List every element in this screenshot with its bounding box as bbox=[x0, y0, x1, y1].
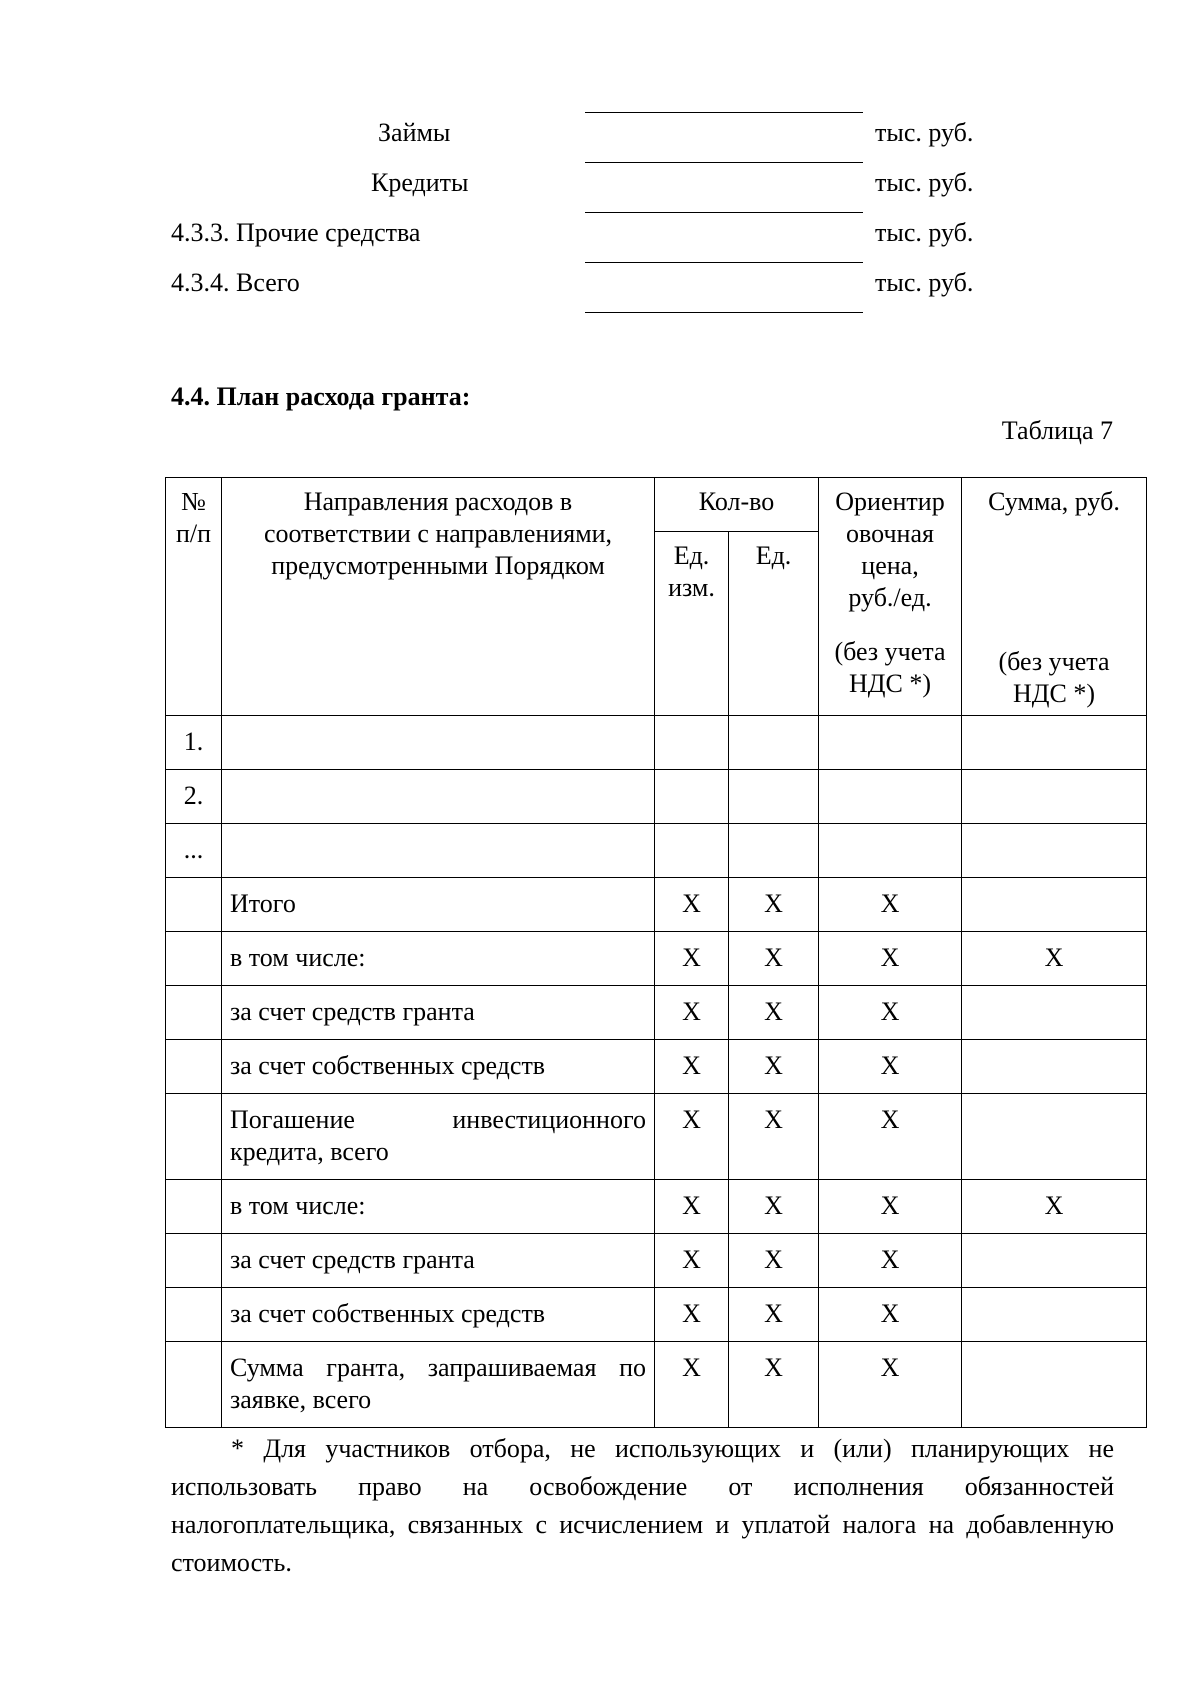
table-row bbox=[166, 1234, 1147, 1288]
cell-unit-b: X bbox=[729, 932, 819, 986]
cell-num bbox=[166, 1234, 222, 1288]
cell-price: X bbox=[819, 1094, 962, 1180]
cell-unit-a: X bbox=[655, 1342, 729, 1428]
cell-price: X bbox=[819, 1288, 962, 1342]
cell-price: X bbox=[819, 986, 962, 1040]
table-row bbox=[166, 932, 1147, 986]
cell-unit-b[interactable] bbox=[729, 824, 819, 878]
cell-price: X bbox=[819, 1040, 962, 1094]
table-row-total bbox=[166, 878, 1147, 932]
cell-unit-b: X bbox=[729, 1234, 819, 1288]
cell-price: X bbox=[819, 1342, 962, 1428]
header-price: Ориентир овочная цена, руб./ед. (без учета НДС *) bbox=[819, 478, 962, 716]
cell-unit-a[interactable] bbox=[655, 824, 729, 878]
financing-unit: тыс. руб. bbox=[875, 268, 974, 297]
table-row bbox=[166, 1180, 1147, 1234]
cell-direction[interactable] bbox=[222, 716, 655, 770]
cell-price[interactable] bbox=[819, 770, 962, 824]
cell-label: Итого bbox=[222, 878, 655, 932]
cell-sum[interactable] bbox=[962, 770, 1147, 824]
section-title: 4.4. План расхода гранта: bbox=[171, 382, 471, 411]
financing-label: Кредиты bbox=[371, 168, 469, 197]
cell-label: Сумма гранта, запрашиваемая по заявке, всего bbox=[222, 1342, 655, 1428]
grant-expense-table bbox=[165, 477, 1147, 1428]
table-row bbox=[166, 824, 1147, 878]
cell-num bbox=[166, 932, 222, 986]
cell-label: за счет средств гранта bbox=[222, 986, 655, 1040]
cell-unit-a: X bbox=[655, 1040, 729, 1094]
cell-unit-b: X bbox=[729, 1040, 819, 1094]
financing-row-total bbox=[0, 260, 1200, 306]
table-caption: Таблица 7 bbox=[1001, 416, 1113, 445]
header-num: № п/п bbox=[166, 478, 222, 716]
financing-label: 4.3.4. Всего bbox=[171, 268, 300, 297]
cell-num bbox=[166, 1094, 222, 1180]
cell-price[interactable] bbox=[819, 824, 962, 878]
cell-price[interactable] bbox=[819, 716, 962, 770]
cell-unit-b: X bbox=[729, 986, 819, 1040]
table-row bbox=[166, 1094, 1147, 1180]
cell-unit-a: X bbox=[655, 1234, 729, 1288]
cell-sum[interactable] bbox=[962, 1288, 1147, 1342]
cell-sum[interactable] bbox=[962, 1094, 1147, 1180]
financing-row-other bbox=[0, 210, 1200, 256]
header-unit-b: Ед. bbox=[729, 532, 819, 716]
cell-price: X bbox=[819, 932, 962, 986]
cell-sum: X bbox=[962, 932, 1147, 986]
cell-price: X bbox=[819, 1234, 962, 1288]
financing-label: Займы bbox=[378, 118, 451, 147]
cell-unit-b: X bbox=[729, 1288, 819, 1342]
cell-num bbox=[166, 1040, 222, 1094]
cell-price: X bbox=[819, 878, 962, 932]
cell-unit-a[interactable] bbox=[655, 770, 729, 824]
header-unit-a: Ед. изм. bbox=[655, 532, 729, 716]
cell-unit-b: X bbox=[729, 878, 819, 932]
cell-sum[interactable] bbox=[962, 716, 1147, 770]
cell-sum[interactable] bbox=[962, 1040, 1147, 1094]
cell-unit-a: X bbox=[655, 1180, 729, 1234]
cell-unit-b: X bbox=[729, 1180, 819, 1234]
cell-unit-a: X bbox=[655, 1094, 729, 1180]
financing-unit: тыс. руб. bbox=[875, 168, 974, 197]
cell-unit-a: X bbox=[655, 932, 729, 986]
cell-unit-a: X bbox=[655, 1288, 729, 1342]
financing-row-loans bbox=[0, 110, 1200, 156]
cell-sum[interactable] bbox=[962, 1342, 1147, 1428]
table-row-grant-requested bbox=[166, 1342, 1147, 1428]
cell-label: за счет собственных средств bbox=[222, 1288, 655, 1342]
table-row bbox=[166, 716, 1147, 770]
table-row bbox=[166, 1288, 1147, 1342]
input-line-total[interactable] bbox=[585, 312, 863, 313]
table-row bbox=[166, 770, 1147, 824]
cell-sum[interactable] bbox=[962, 986, 1147, 1040]
cell-price: X bbox=[819, 1180, 962, 1234]
financing-row-credits bbox=[0, 160, 1200, 206]
header-qty: Кол-во bbox=[655, 478, 819, 532]
row-number: ... bbox=[166, 824, 222, 878]
footnote-text: * Для участников отбора, не использующих и (или) планирующих не использовать право на освобождение от исполнения обязанностей налогоплательщика, связанных с исчислением и уплатой налога на добавленную стоимость. bbox=[171, 1434, 1114, 1577]
cell-label: за счет средств гранта bbox=[222, 1234, 655, 1288]
table-row bbox=[166, 1040, 1147, 1094]
table-row bbox=[166, 986, 1147, 1040]
cell-direction[interactable] bbox=[222, 824, 655, 878]
cell-unit-a: X bbox=[655, 878, 729, 932]
cell-unit-a: X bbox=[655, 986, 729, 1040]
cell-label: Погашение инвестиционного кредита, всего bbox=[222, 1094, 655, 1180]
financing-label: 4.3.3. Прочие средства bbox=[171, 218, 421, 247]
cell-sum[interactable] bbox=[962, 824, 1147, 878]
header-sum: Сумма, руб. (без учета НДС *) bbox=[962, 478, 1147, 716]
cell-num bbox=[166, 878, 222, 932]
cell-unit-b[interactable] bbox=[729, 770, 819, 824]
cell-num bbox=[166, 1180, 222, 1234]
footnote bbox=[171, 1430, 1114, 1582]
row-number: 1. bbox=[166, 716, 222, 770]
cell-unit-b: X bbox=[729, 1094, 819, 1180]
cell-unit-b[interactable] bbox=[729, 716, 819, 770]
cell-num bbox=[166, 986, 222, 1040]
cell-sum: X bbox=[962, 1180, 1147, 1234]
cell-label: в том числе: bbox=[222, 1180, 655, 1234]
cell-sum[interactable] bbox=[962, 878, 1147, 932]
cell-num bbox=[166, 1288, 222, 1342]
table-header-row bbox=[166, 478, 1147, 532]
cell-unit-b: X bbox=[729, 1342, 819, 1428]
financing-unit: тыс. руб. bbox=[875, 118, 974, 147]
cell-sum[interactable] bbox=[962, 1234, 1147, 1288]
cell-direction[interactable] bbox=[222, 770, 655, 824]
cell-label: за счет собственных средств bbox=[222, 1040, 655, 1094]
header-direction: Направления расходов в соответствии с направлениями, предусмотренными Порядком bbox=[222, 478, 655, 716]
cell-num bbox=[166, 1342, 222, 1428]
financing-unit: тыс. руб. bbox=[875, 218, 974, 247]
cell-unit-a[interactable] bbox=[655, 716, 729, 770]
cell-label: в том числе: bbox=[222, 932, 655, 986]
row-number: 2. bbox=[166, 770, 222, 824]
